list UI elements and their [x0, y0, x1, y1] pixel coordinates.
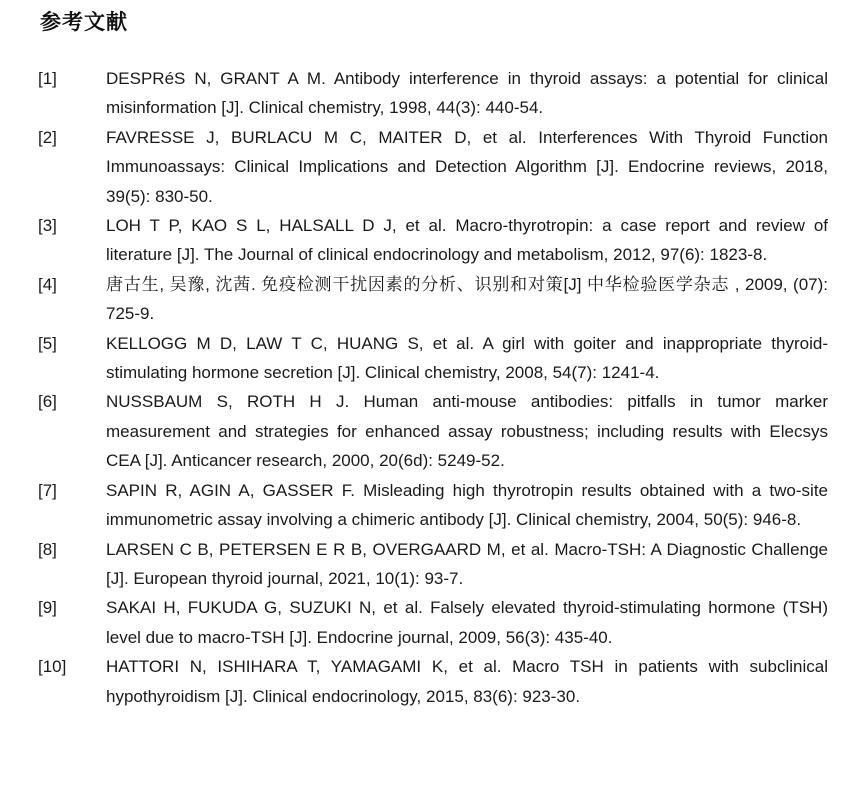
reference-item — [38, 329, 828, 388]
reference-number: [2] — [38, 127, 57, 147]
reference-text: SAPIN R, AGIN A, GASSER F. Misleading high thyrotropin results obtained with a two-site immunometric assay involving a chimeric antibody [J]. Clinical chemistry, 2004, 50(5): 946-8. — [106, 480, 828, 530]
reference-item — [38, 535, 828, 594]
reference-item — [38, 123, 828, 211]
reference-item — [38, 593, 828, 652]
reference-text: HATTORI N, ISHIHARA T, YAMAGAMI K, et al. Macro TSH in patients with subclinical hypothyroidism [J]. Clinical endocrinology, 2015, 83(6): 923-30. — [106, 657, 828, 706]
reference-number: [4] — [38, 274, 57, 294]
reference-number: [6] — [38, 392, 57, 412]
reference-number: [8] — [38, 539, 57, 559]
reference-item — [38, 476, 828, 535]
reference-text: 唐古生, 吴豫, 沈茜. 免疫检测干扰因素的分析、识别和对策[J] 中华检验医学杂志 , 2009, (07): 725-9. — [106, 274, 828, 324]
reference-text: DESPRéS N, GRANT A M. Antibody interference in thyroid assays: a potential for clinical misinformation [J]. Clinical chemistry, 1998, 44(3): 440-54. — [106, 69, 828, 118]
reference-number: [5] — [38, 333, 57, 353]
reference-number: [3] — [38, 216, 57, 236]
reference-number: [7] — [38, 480, 57, 500]
reference-number: [1] — [38, 69, 57, 88]
reference-text: LARSEN C B, PETERSEN E R B, OVERGAARD M, et al. Macro-TSH: A Diagnostic Challenge [J]. European thyroid journal, 2021, 10(1): 93-7. — [106, 539, 828, 588]
reference-item — [38, 270, 828, 329]
reference-text: FAVRESSE J, BURLACU M C, MAITER D, et al. Interferences With Thyroid Function Immunoassays: Clinical Implications and Detection Algorithm [J]. Endocrine reviews, 2018, 39(5): 830-50. — [106, 127, 828, 206]
page-heading: 参考文献 — [40, 10, 128, 34]
reference-item — [38, 387, 828, 475]
reference-list — [38, 64, 828, 711]
reference-item — [38, 211, 828, 270]
reference-text: SAKAI H, FUKUDA G, SUZUKI N, et al. Falsely elevated thyroid-stimulating hormone (TSH) level due to macro-TSH [J]. Endocrine journal, 2009, 56(3): 435-40. — [106, 598, 828, 647]
reference-item — [38, 64, 828, 123]
reference-number: [10] — [38, 657, 67, 677]
reference-number: [9] — [38, 598, 57, 618]
reference-text: LOH T P, KAO S L, HALSALL D J, et al. Macro-thyrotropin: a case report and review of literature [J]. The Journal of clinical endocrinology and metabolism, 2012, 97(6): 1823-8. — [106, 216, 828, 265]
reference-text: KELLOGG M D, LAW T C, HUANG S, et al. A girl with goiter and inappropriate thyroid-stimulating hormone secretion [J]. Clinical chemistry, 2008, 54(7): 1241-4. — [106, 333, 828, 383]
reference-item — [38, 652, 828, 711]
reference-text: NUSSBAUM S, ROTH H J. Human anti-mouse antibodies: pitfalls in tumor marker measurement and strategies for enhanced assay robustness; including results with Elecsys CEA [J]. Anticancer research, 2000, 20(6d): 5249-52. — [106, 392, 828, 471]
